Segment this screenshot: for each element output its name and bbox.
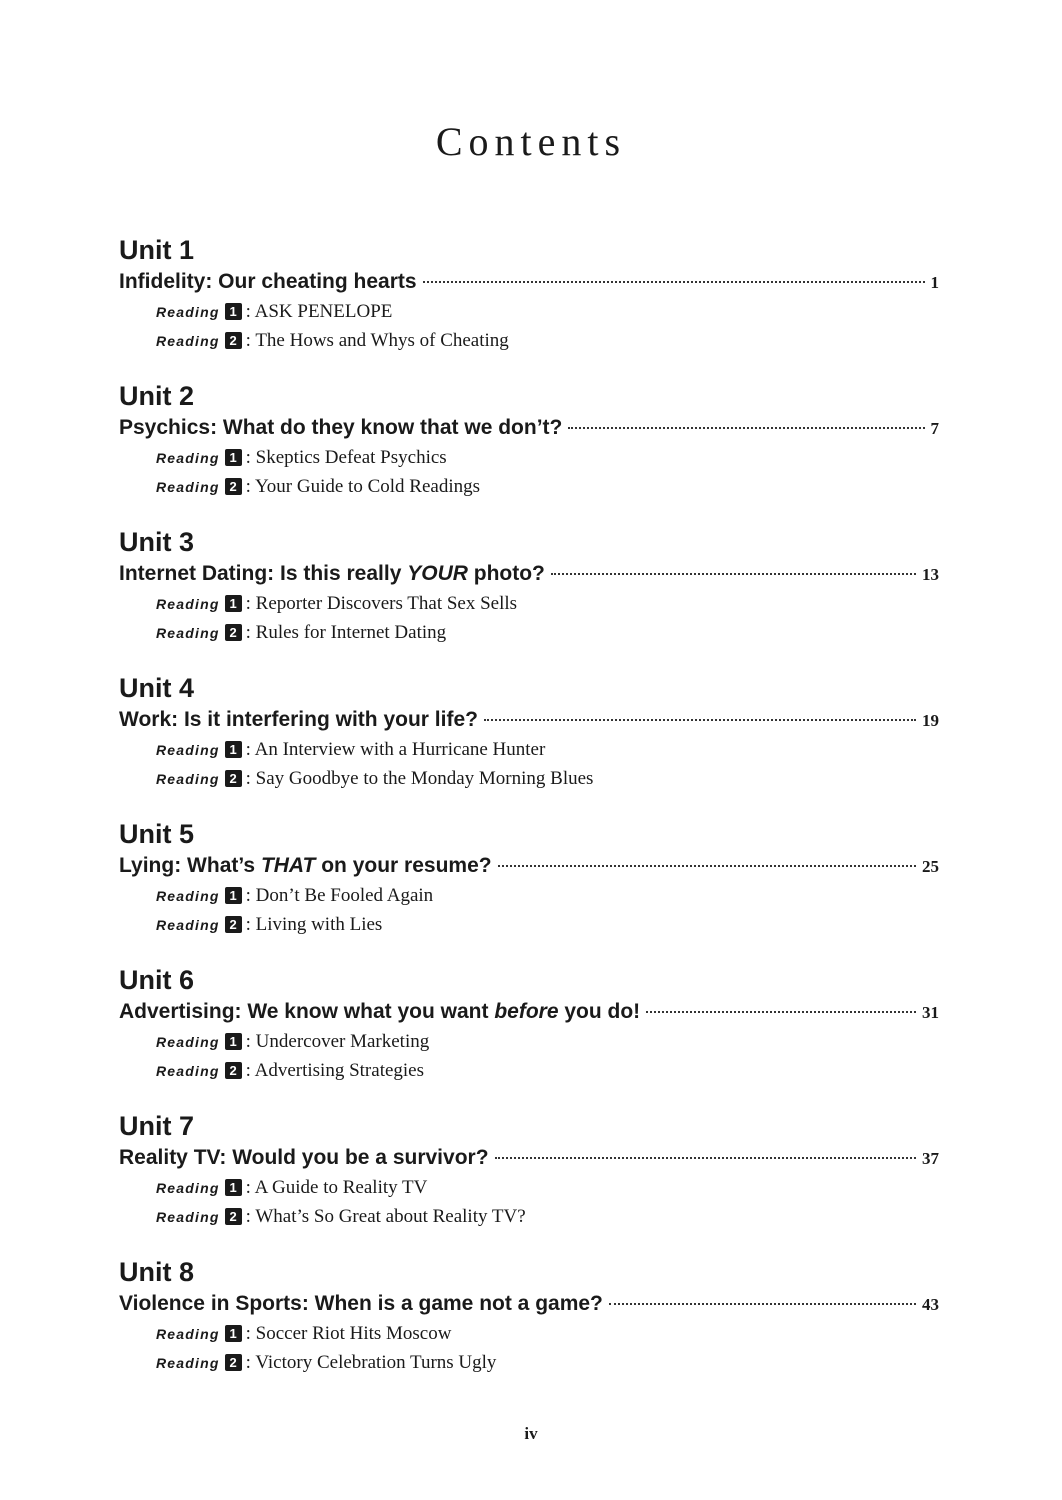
- reading-number-badge: 2: [225, 916, 242, 933]
- reading-number-badge: 2: [225, 770, 242, 787]
- unit-page-number: 37: [922, 1149, 939, 1168]
- unit-label: Unit 8: [119, 1257, 195, 1287]
- reading-title: : Skeptics Defeat Psychics: [245, 446, 447, 468]
- reading-number-badge: 1: [225, 887, 242, 904]
- unit-title-line[interactable]: [119, 413, 939, 443]
- unit-title-line[interactable]: [119, 559, 939, 589]
- unit-entry: [119, 379, 939, 525]
- reading-title: : A Guide to Reality TV: [245, 1176, 428, 1198]
- reading-word: Reading: [156, 624, 220, 641]
- reading-word: Reading: [156, 595, 220, 612]
- reading-entry[interactable]: [156, 1027, 939, 1056]
- reading-word: Reading: [156, 332, 220, 349]
- unit-title-part: Violence in Sports: When is a game not a game?: [119, 1292, 603, 1315]
- unit-title: [119, 413, 562, 443]
- unit-title-line[interactable]: [119, 851, 939, 881]
- dot-leader: [646, 1011, 916, 1013]
- reading-title: : Living with Lies: [245, 913, 383, 935]
- reading-entry[interactable]: [156, 618, 939, 647]
- unit-label: Unit 6: [119, 965, 195, 995]
- unit-title-part: on your resume?: [315, 854, 492, 877]
- reading-word: Reading: [156, 1354, 220, 1371]
- unit-entry: [119, 963, 939, 1109]
- reading-number-badge: 1: [225, 1325, 242, 1342]
- reading-list: [119, 881, 939, 939]
- reading-title: : The Hows and Whys of Cheating: [245, 329, 509, 351]
- reading-number-badge: 1: [225, 1033, 242, 1050]
- reading-word: Reading: [156, 1179, 220, 1196]
- reading-entry[interactable]: [156, 1319, 939, 1348]
- unit-title-part: Internet Dating: Is this really: [119, 562, 408, 585]
- reading-list: [119, 1319, 939, 1377]
- unit-label: Unit 3: [119, 527, 195, 557]
- reading-word: Reading: [156, 1033, 220, 1050]
- unit-title-part: THAT: [260, 854, 316, 877]
- unit-title-part: Infidelity: Our cheating hearts: [119, 270, 417, 293]
- unit-page-number: 13: [922, 565, 939, 584]
- unit-title-part: photo?: [467, 562, 545, 585]
- reading-number-badge: 1: [225, 449, 242, 466]
- unit-title-part: YOUR: [407, 562, 468, 585]
- dot-leader: [423, 281, 925, 283]
- reading-number-badge: 1: [225, 1179, 242, 1196]
- reading-number-badge: 1: [225, 595, 242, 612]
- reading-list: [119, 1173, 939, 1231]
- reading-entry[interactable]: [156, 735, 939, 764]
- unit-label: Unit 7: [119, 1111, 195, 1141]
- unit-title: [119, 267, 417, 297]
- reading-word: Reading: [156, 916, 220, 933]
- unit-page-number: 43: [922, 1295, 939, 1314]
- reading-list: [119, 735, 939, 793]
- unit-title: [119, 559, 545, 589]
- reading-number-badge: 1: [225, 741, 242, 758]
- reading-list: [119, 297, 939, 355]
- reading-entry[interactable]: [156, 472, 939, 501]
- reading-number-badge: 2: [225, 1354, 242, 1371]
- reading-number-badge: 2: [225, 624, 242, 641]
- unit-title-line[interactable]: [119, 267, 939, 297]
- reading-word: Reading: [156, 449, 220, 466]
- reading-entry[interactable]: [156, 910, 939, 939]
- unit-label: Unit 2: [119, 381, 195, 411]
- reading-title: : Advertising Strategies: [245, 1059, 425, 1081]
- reading-entry[interactable]: [156, 589, 939, 618]
- unit-title-part: you do!: [558, 1000, 641, 1023]
- reading-title: : Victory Celebration Turns Ugly: [245, 1351, 497, 1373]
- unit-title-part: Lying: What’s: [119, 854, 261, 877]
- reading-word: Reading: [156, 1325, 220, 1342]
- reading-number-badge: 2: [225, 1062, 242, 1079]
- dot-leader: [551, 573, 916, 575]
- reading-list: [119, 589, 939, 647]
- reading-title: : Reporter Discovers That Sex Sells: [245, 592, 518, 614]
- unit-title: [119, 705, 478, 735]
- unit-label: Unit 1: [119, 235, 195, 265]
- unit-entry: [119, 233, 939, 379]
- unit-entry: [119, 525, 939, 671]
- dot-leader: [495, 1157, 916, 1159]
- unit-title-part: Psychics: What do they know that we don’t?: [119, 416, 563, 439]
- reading-number-badge: 2: [225, 1208, 242, 1225]
- reading-entry[interactable]: [156, 1173, 939, 1202]
- unit-page-number: 25: [922, 857, 939, 876]
- unit-title-part: Reality TV: Would you be a survivor?: [119, 1146, 489, 1169]
- reading-title: : What’s So Great about Reality TV?: [245, 1205, 526, 1227]
- reading-title: : Undercover Marketing: [245, 1030, 430, 1052]
- reading-title: : Your Guide to Cold Readings: [245, 475, 480, 497]
- reading-title: : Soccer Riot Hits Moscow: [245, 1322, 452, 1344]
- reading-list: [119, 443, 939, 501]
- reading-entry[interactable]: [156, 1202, 939, 1231]
- unit-page-number: 19: [922, 711, 939, 730]
- reading-entry[interactable]: [156, 764, 939, 793]
- unit-entry: [119, 1255, 939, 1401]
- reading-title: : Rules for Internet Dating: [245, 621, 447, 643]
- reading-word: Reading: [156, 478, 220, 495]
- unit-title-part: before: [494, 1000, 559, 1023]
- unit-title-line[interactable]: [119, 1143, 939, 1173]
- reading-title: : An Interview with a Hurricane Hunter: [245, 738, 546, 760]
- reading-word: Reading: [156, 770, 220, 787]
- unit-title-line[interactable]: [119, 997, 939, 1027]
- reading-number-badge: 2: [225, 332, 242, 349]
- unit-page-number: 31: [922, 1003, 939, 1022]
- dot-leader: [609, 1303, 916, 1305]
- unit-title-part: Work: Is it interfering with your life?: [119, 708, 478, 731]
- reading-number-badge: 2: [225, 478, 242, 495]
- unit-entry: [119, 817, 939, 963]
- reading-word: Reading: [156, 741, 220, 758]
- reading-entry[interactable]: [156, 1348, 939, 1377]
- unit-title: [119, 1143, 489, 1173]
- unit-page-number: 1: [930, 273, 939, 292]
- unit-title-line[interactable]: [119, 1289, 939, 1319]
- unit-title-part: Advertising: We know what you want: [119, 1000, 495, 1023]
- reading-entry[interactable]: [156, 297, 939, 326]
- unit-title: [119, 997, 640, 1027]
- unit-label: Unit 4: [119, 673, 195, 703]
- reading-title: : Say Goodbye to the Monday Morning Blues: [245, 767, 594, 789]
- reading-entry[interactable]: [156, 326, 939, 355]
- unit-entry: [119, 1109, 939, 1255]
- reading-word: Reading: [156, 887, 220, 904]
- reading-list: [119, 1027, 939, 1085]
- reading-entry[interactable]: [156, 443, 939, 472]
- reading-number-badge: 1: [225, 303, 242, 320]
- dot-leader: [484, 719, 916, 721]
- reading-entry[interactable]: [156, 1056, 939, 1085]
- unit-entry: [119, 671, 939, 817]
- unit-label: Unit 5: [119, 819, 195, 849]
- contents-list: [119, 233, 939, 1401]
- page-number: iv: [524, 1424, 538, 1443]
- unit-title: [119, 1289, 603, 1319]
- reading-word: Reading: [156, 303, 220, 320]
- page-title: Contents: [435, 119, 627, 164]
- reading-title: : ASK PENELOPE: [245, 300, 393, 322]
- dot-leader: [498, 865, 916, 867]
- unit-title: [119, 851, 492, 881]
- reading-word: Reading: [156, 1062, 220, 1079]
- reading-entry[interactable]: [156, 881, 939, 910]
- reading-word: Reading: [156, 1208, 220, 1225]
- unit-title-line[interactable]: [119, 705, 939, 735]
- unit-page-number: 7: [930, 419, 939, 438]
- dot-leader: [568, 427, 924, 429]
- reading-title: : Don’t Be Fooled Again: [245, 884, 434, 906]
